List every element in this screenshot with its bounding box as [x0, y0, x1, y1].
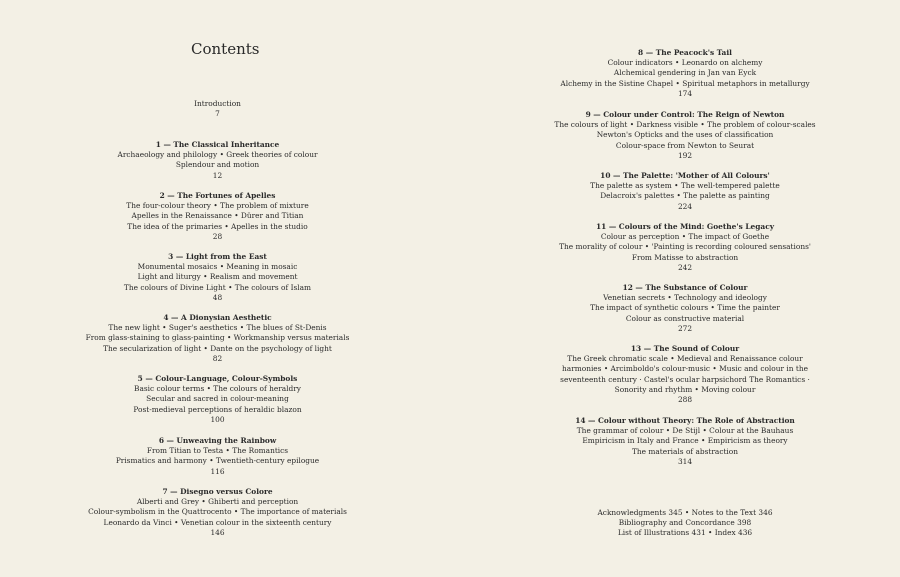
chapter-topics: From Titian to Testa • The Romantics	[146, 446, 289, 456]
chapter-heading: 1 — The Classical Inheritance	[155, 140, 280, 149]
chapter-heading: 4 — A Dionysian Aesthetic	[163, 313, 272, 322]
chapter-topics: Archaeology and philology • Greek theories of colour	[117, 150, 318, 160]
chapter-heading: 14 — Colour without Theory: The Role of Abstraction	[575, 416, 795, 425]
toc-chapter-5[interactable]	[80, 374, 355, 425]
chapter-topics: The colours of Divine Light • The colours of Islam	[123, 282, 312, 292]
chapter-topics: Colour indicators • Leonardo on alchemy	[607, 58, 763, 68]
chapter-page: 48	[212, 292, 223, 302]
chapter-page: 174	[677, 88, 693, 98]
chapter-topics: Alchemical gendering in Jan van Eyck	[613, 68, 757, 78]
chapter-heading: 7 — Disegno versus Colore	[162, 487, 273, 496]
toc-chapter-11[interactable]	[535, 222, 835, 273]
chapter-topics: Newton's Opticks and the uses of classification	[596, 130, 774, 140]
chapter-topics: The Greek chromatic scale • Medieval and Renaissance colour harmonies • Arcimboldo's colour-music • Music and colour in the seventeenth century · Castel's ocular harpsichord The Romantics · Sonority and rhythm • Moving colour	[560, 354, 810, 394]
toc-entry-introduction[interactable]	[80, 99, 355, 119]
chapter-page: 224	[677, 201, 693, 211]
chapter-page: 12	[212, 170, 223, 180]
chapter-page: 314	[677, 456, 693, 466]
backmatter-line[interactable]: List of Illustrations 431 • Index 436	[617, 528, 753, 538]
toc-chapter-9[interactable]	[535, 110, 835, 161]
backmatter-line[interactable]: Bibliography and Concordance 398	[618, 518, 752, 528]
chapter-topics: Colour-space from Newton to Seurat	[615, 140, 755, 150]
chapter-topics: Basic colour terms • The colours of heraldry	[134, 384, 301, 394]
chapter-heading: 12 — The Substance of Colour	[622, 283, 748, 292]
entry-title: Introduction	[194, 99, 241, 108]
toc-chapter-8[interactable]	[535, 48, 835, 99]
chapter-topics: The morality of colour • 'Painting is recording coloured sensations'	[559, 242, 811, 252]
toc-chapter-12[interactable]	[535, 283, 835, 334]
toc-chapter-6[interactable]	[80, 436, 355, 477]
chapter-topics: Alberti and Grey • Ghiberti and perception	[136, 497, 299, 507]
backmatter-line[interactable]: Acknowledgments 345 • Notes to the Text 346	[597, 508, 773, 517]
chapter-topics: The new light • Suger's aesthetics • The blues of St-Denis	[108, 323, 327, 333]
chapter-topics: The idea of the primaries • Apelles in the studio	[127, 221, 308, 231]
chapter-topics: Prismatics and harmony • Twentieth-century epilogue	[115, 456, 320, 466]
chapter-topics: Light and liturgy • Realism and movement	[137, 272, 298, 282]
chapter-heading: 5 — Colour-Language, Colour-Symbols	[137, 374, 298, 383]
chapter-topics: From Matisse to abstraction	[631, 252, 739, 262]
chapter-page: 116	[210, 466, 225, 476]
chapter-topics: The impact of synthetic colours • Time the painter	[590, 303, 780, 313]
chapter-heading: 10 — The Palette: 'Mother of All Colours'	[600, 171, 770, 180]
chapter-topics: The palette as system • The well-tempered palette	[590, 181, 780, 191]
entry-page: 7	[215, 109, 220, 119]
chapter-topics: From glass-staining to glass-painting • Workmanship versus materials	[85, 333, 350, 343]
chapter-topics: Monumental mosaics • Meaning in mosaic	[137, 262, 298, 272]
chapter-topics: The materials of abstraction	[631, 446, 739, 456]
toc-chapter-7[interactable]	[80, 487, 355, 538]
chapter-page: 28	[212, 231, 223, 241]
chapter-topics: Secular and sacred in colour-meaning	[146, 394, 289, 404]
toc-chapter-1[interactable]	[80, 140, 355, 181]
chapter-page: 100	[210, 414, 225, 424]
chapter-page: 146	[210, 527, 225, 537]
chapter-page: 82	[212, 353, 223, 363]
toc-backmatter	[535, 508, 835, 539]
page-title: Contents	[191, 40, 260, 58]
chapter-topics: The grammar of colour • De Stijl • Colour at the Bauhaus	[576, 426, 794, 436]
chapter-topics: Venetian secrets • Technology and ideology	[603, 293, 767, 303]
chapter-topics: Empiricism in Italy and France • Empiricism as theory	[582, 436, 788, 446]
left-page	[0, 0, 435, 577]
chapter-topics: Splendour and motion	[175, 160, 260, 170]
chapter-topics: Post-medieval perceptions of heraldic blazon	[133, 404, 302, 414]
chapter-topics: Alchemy in the Sistine Chapel • Spiritual metaphors in metallurgy	[560, 78, 810, 88]
chapter-heading: 8 — The Peacock's Tail	[638, 48, 732, 57]
chapter-topics: The colours of light • Darkness visible • The problem of colour-scales	[554, 120, 816, 130]
chapter-topics: Leonardo da Vinci • Venetian colour in the sixteenth century	[103, 517, 332, 527]
toc-chapter-4[interactable]	[80, 313, 355, 364]
chapter-page: 242	[677, 262, 693, 272]
chapter-topics: Colour as perception • The impact of Goethe	[600, 232, 770, 242]
chapter-topics: Apelles in the Renaissance • Dürer and Titian	[131, 211, 304, 221]
chapter-page: 288	[677, 395, 693, 405]
chapter-topics: The secularization of light • Dante on the psychology of light	[103, 343, 332, 353]
chapter-topics: Delacroix's palettes • The palette as painting	[600, 191, 770, 201]
chapter-heading: 2 — The Fortunes of Apelles	[159, 191, 276, 200]
right-page	[455, 0, 900, 577]
toc-chapter-2[interactable]	[80, 191, 355, 242]
chapter-topics: The four-colour theory • The problem of mixture	[126, 201, 309, 211]
toc-chapter-13[interactable]	[535, 344, 835, 405]
chapter-heading: 13 — The Sound of Colour	[630, 344, 740, 353]
chapter-topics: Colour-symbolism in the Quattrocento • The importance of materials	[88, 507, 347, 517]
chapter-page: 192	[677, 150, 693, 160]
toc-chapter-3[interactable]	[80, 252, 355, 303]
toc-chapter-10[interactable]	[535, 171, 835, 212]
chapter-page: 272	[677, 323, 693, 333]
chapter-heading: 3 — Light from the East	[168, 252, 267, 261]
chapter-heading: 9 — Colour under Control: The Reign of Newton	[585, 110, 785, 119]
chapter-heading: 6 — Unweaving the Rainbow	[158, 436, 277, 445]
chapter-heading: 11 — Colours of the Mind: Goethe's Legacy	[595, 222, 775, 231]
toc-chapter-14[interactable]	[535, 416, 835, 467]
chapter-topics: Colour as constructive material	[625, 313, 745, 323]
